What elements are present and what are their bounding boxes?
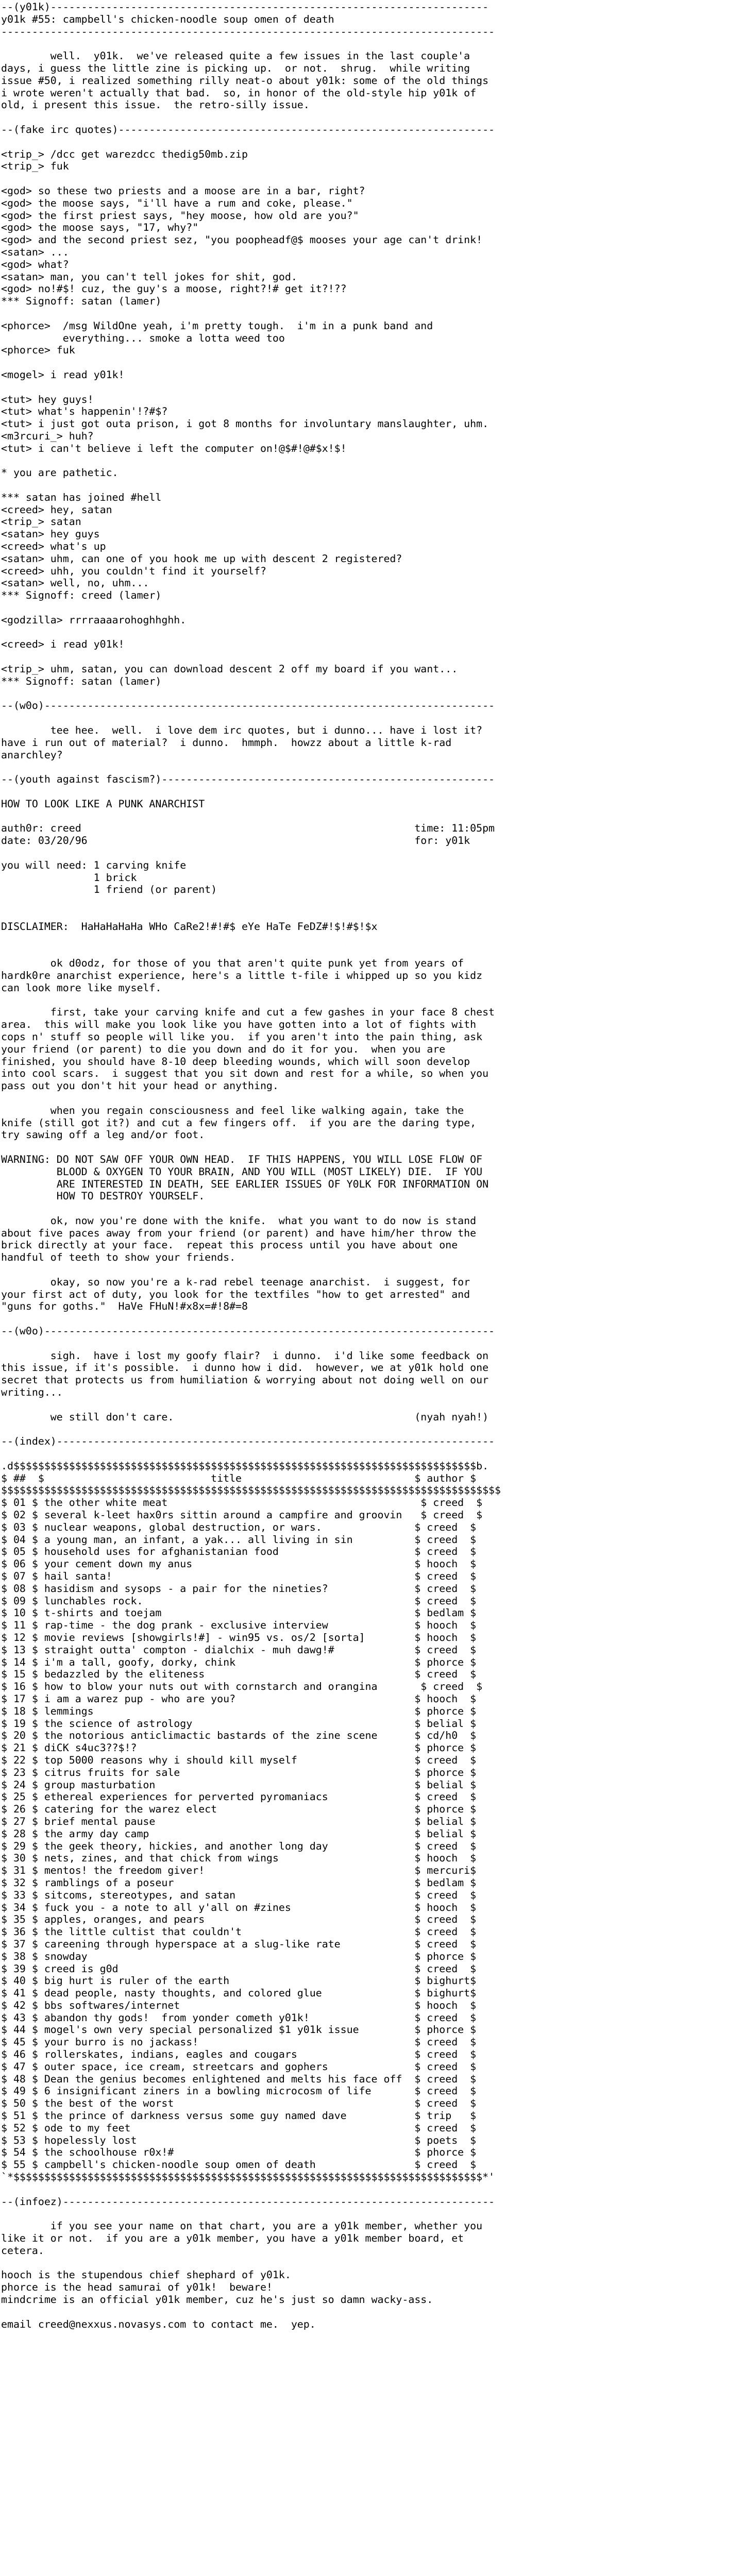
text-line: hooch is the stupendous chief shephard of y01k.	[1, 2269, 291, 2281]
text-line: .d$$$$$$$$$$$$$$$$$$$$$$$$$$$$$$$$$$$$$$$$$$$$$$$$$$$$$$$$$$$$$$$$$$$$$$$$$$$b.	[1, 1460, 489, 1472]
text-line: BLOOD & OXYGEN TO YOUR BRAIN, AND YOU WILL (MOST LIKELY) DIE. IF YOU	[1, 1165, 483, 1178]
text-line: finished, you should have 8-10 deep bleeding wounds, which will soon develop	[1, 1055, 470, 1067]
text-line: if you see your name on that chart, you are a y01k member, whether you	[1, 2220, 483, 2232]
text-line: $ 19 $ the science of astrology $ belial $	[1, 1717, 477, 1730]
text-line: about five paces away from your friend (or parent) and have him/her throw the	[1, 1227, 477, 1239]
text-line: $ 55 $ campbell's chicken-noodle soup omen of death $ creed $	[1, 2159, 477, 2171]
text-line: your first act of duty, you look for the textfiles "how to get arrested" and	[1, 1288, 470, 1300]
text-line: `*$$$$$$$$$$$$$$$$$$$$$$$$$$$$$$$$$$$$$$$$$$$$$$$$$$$$$$$$$$$$$$$$$$$$$$$$$$$$*'	[1, 2171, 495, 2183]
text-line: old, i present this issue. the retro-silly issue.	[1, 99, 310, 111]
text-line: ARE INTERESTED IN DEATH, SEE EARLIER ISSUES OF Y0LK FOR INFORMATION ON	[1, 1178, 489, 1190]
text-line: $ 28 $ the army day camp $ belial $	[1, 1827, 477, 1840]
text-line: when you regain consciousness and feel like walking again, take the	[1, 1104, 464, 1116]
text-line: <creed> hey, satan	[1, 503, 112, 516]
text-line: $ 27 $ brief mental pause $ belial $	[1, 1815, 477, 1827]
text-line: knife (still got it?) and cut a few fingers off. if you are the daring type,	[1, 1116, 477, 1129]
section-divider: --(index)-----------------------------------------------------------------------	[1, 1435, 495, 1448]
text-line: *** satan has joined #hell	[1, 491, 162, 503]
text-line: <god> what?	[1, 258, 69, 270]
text-line: $ 51 $ the prince of darkness versus some guy named dave $ trip $	[1, 2110, 477, 2122]
text-line: <tut> i just got outa prison, i got 8 months for involuntary manslaughter, uhm.	[1, 418, 489, 430]
text-line: <satan> hey guys	[1, 528, 100, 540]
text-line: $ 33 $ sitcoms, stereotypes, and satan $ creed $	[1, 1889, 477, 1901]
text-line: <phorce> fuk	[1, 344, 75, 357]
text-line: $ 13 $ straight outta' compton - dialchix - muh dawg!# $ creed $	[1, 1643, 477, 1656]
text-line: auth0r: creed time: 11:05pm	[1, 822, 495, 835]
text-line: phorce is the head samurai of y01k! beware!	[1, 2281, 273, 2294]
text-line: $ 15 $ bedazzled by the eliteness $ creed $	[1, 1668, 477, 1681]
text-line: *** Signoff: creed (lamer)	[1, 589, 162, 602]
text-line: <trip_> uhm, satan, you can download descent 2 off my board if you want...	[1, 663, 458, 675]
text-line: email creed@nexxus.novasys.com to contact me. yep.	[1, 2318, 316, 2330]
text-line: $ 20 $ the notorious anticlimactic bastards of the zine scene $ cd/h0 $	[1, 1730, 477, 1742]
text-line: this issue, if it's possible. i dunno how i did. however, we at y01k hold one	[1, 1362, 489, 1374]
text-line: hardk0re anarchist experience, here's a little t-file i whipped up so you kidz	[1, 969, 483, 981]
text-line: $$$$$$$$$$$$$$$$$$$$$$$$$$$$$$$$$$$$$$$$$$$$$$$$$$$$$$$$$$$$$$$$$$$$$$$$$$$$$$$$$	[1, 1484, 501, 1497]
text-line: like it or not. if you are a y01k member, you have a y01k member board, et	[1, 2232, 464, 2245]
text-line: $ 39 $ creed is g0d $ creed $	[1, 1962, 477, 1975]
text-line: $ 07 $ hail santa! $ creed $	[1, 1570, 477, 1582]
text-line: <m3rcuri_> huh?	[1, 430, 94, 442]
text-line: everything... smoke a lotta weed too	[1, 332, 285, 344]
text-line: *** Signoff: satan (lamer)	[1, 295, 162, 308]
text-line: <satan> ...	[1, 246, 69, 258]
text-line: $ 02 $ several k-leet hax0rs sittin around a campfire and groovin $ creed $	[1, 1509, 483, 1521]
text-line: tee hee. well. i love dem irc quotes, but i dunno... have i lost it?	[1, 724, 483, 737]
text-line: $ 08 $ hasidism and sysops - a pair for the nineties? $ creed $	[1, 1582, 477, 1595]
text-line: $ 43 $ abandon thy gods! from yonder cometh y01k! $ creed $	[1, 2011, 477, 2024]
text-line: $ 24 $ group masturbation $ belial $	[1, 1778, 477, 1791]
text-line: * you are pathetic.	[1, 467, 119, 479]
text-line: brick directly at your face. repeat this process until you have about one	[1, 1239, 458, 1251]
text-line: $ 47 $ outer space, ice cream, streetcars and gophers $ creed $	[1, 2060, 477, 2073]
text-line: <tut> what's happenin'!?#$?	[1, 405, 168, 418]
text-line: <trip_> fuk	[1, 160, 69, 173]
text-line: $ 54 $ the schoolhouse r0x!# $ phorce $	[1, 2146, 477, 2159]
text-line: 1 brick	[1, 871, 137, 884]
text-line: have i run out of material? i dunno. hmmph. howzz about a little k-rad	[1, 736, 452, 749]
text-line: $ 37 $ careening through hyperspace at a slug-like rate $ creed $	[1, 1938, 477, 1950]
text-line: $ 05 $ household uses for afghanistanian food $ creed $	[1, 1546, 477, 1558]
text-line: $ 21 $ diCK s4uc3??$!? $ phorce $	[1, 1742, 477, 1754]
text-line: <god> the moose says, "17, why?"	[1, 222, 199, 234]
text-line: cetera.	[1, 2244, 44, 2257]
text-line: $ 42 $ bbs softwares/internet $ hooch $	[1, 1999, 477, 2011]
text-line: sigh. have i lost my goofy flair? i dunno. i'd like some feedback on	[1, 1349, 489, 1362]
text-line: <tut> i can't believe i left the computer on!@$#!@#$x!$!	[1, 442, 347, 454]
text-line: $ 22 $ top 5000 reasons why i should kill myself $ creed $	[1, 1754, 477, 1766]
section-divider: --(youth against fascism?)------------------------------------------------------	[1, 773, 495, 786]
text-line: cops n' stuff so people will like you. if you aren't into the pain thing, ask	[1, 1030, 483, 1043]
text-line: $ 06 $ your cement down my anus $ hooch $	[1, 1558, 477, 1570]
text-line: pass out you don't hit your head or anything.	[1, 1080, 279, 1092]
text-line: $ 12 $ movie reviews [showgirls!#] - win95 vs. os/2 [sorta] $ hooch $	[1, 1631, 477, 1643]
text-line: area. this will make you look like you have gotten into a lot of fights with	[1, 1019, 477, 1031]
text-line: issue #50, i realized something rilly neat-o about y01k: some of the old things	[1, 74, 489, 87]
text-line: $ 49 $ 6 insignificant ziners in a bowling microcosm of life $ creed $	[1, 2085, 477, 2097]
text-line: ok, now you're done with the knife. what you want to do now is stand	[1, 1214, 477, 1227]
text-line: $ 45 $ your burro is no jackass! $ creed $	[1, 2036, 477, 2048]
text-line: mindcrime is an official y01k member, cuz he's just so damn wacky-ass.	[1, 2294, 433, 2306]
text-line: $ 36 $ the little cultist that couldn't $ creed $	[1, 1926, 477, 1938]
text-line: <creed> uhh, you couldn't find it yourself?	[1, 565, 266, 577]
text-line: $ 29 $ the geek theory, hickies, and another long day $ creed $	[1, 1840, 477, 1852]
text-line: <god> the first priest says, "hey moose, how old are you?"	[1, 209, 359, 222]
text-line: <god> so these two priests and a moose are in a bar, right?	[1, 184, 365, 197]
text-line: DISCLAIMER: HaHaHaHaHa WHo CaRe2!#!#$ eYe HaTe FeDZ#!$!#$!$x	[1, 920, 378, 933]
text-line: writing...	[1, 1386, 63, 1399]
section-divider: --(infoez)----------------------------------------------------------------------	[1, 2195, 495, 2208]
text-line: WARNING: DO NOT SAW OFF YOUR OWN HEAD. IF THIS HAPPENS, YOU WILL LOSE FLOW OF	[1, 1153, 483, 1165]
text-line: <satan> man, you can't tell jokes for shit, god.	[1, 270, 297, 283]
text-line: <creed> i read y01k!	[1, 638, 125, 651]
text-line: $ 26 $ catering for the warez elect $ phorce $	[1, 1803, 477, 1816]
text-line: <satan> well, no, uhm...	[1, 577, 149, 589]
text-line: y01k #55: campbell's chicken-noodle soup omen of death	[1, 13, 334, 25]
text-line: $ 50 $ the best of the worst $ creed $	[1, 2097, 477, 2110]
text-line: $ 01 $ the other white meat $ creed $	[1, 1497, 483, 1509]
text-line: $ 09 $ lunchables rock. $ creed $	[1, 1595, 477, 1607]
text-line: anarchley?	[1, 749, 63, 761]
text-line: try sawing off a leg and/or foot.	[1, 1129, 205, 1141]
text-line: date: 03/20/96 for: y01k	[1, 835, 470, 847]
text-line: into cool scars. i suggest that you sit down and rest for a while, so when you	[1, 1067, 489, 1080]
text-line: HOW TO DESTROY YOURSELF.	[1, 1190, 205, 1202]
text-line: --------------------------------------------------------------------------------	[1, 25, 495, 38]
text-line: you will need: 1 carving knife	[1, 859, 187, 871]
text-line: your friend (or parent) to die you down and do it for you. when you are	[1, 1043, 446, 1055]
text-line: $ 18 $ lemmings $ phorce $	[1, 1705, 477, 1717]
text-line: $ 30 $ nets, zines, and that chick from wings $ hooch $	[1, 1852, 477, 1865]
text-line: $ 03 $ nuclear weapons, global destruction, or wars. $ creed $	[1, 1521, 477, 1533]
text-line: $ 31 $ mentos! the freedom giver! $ mercuri$	[1, 1865, 477, 1877]
text-line: *** Signoff: satan (lamer)	[1, 675, 162, 687]
text-line: $ 48 $ Dean the genius becomes enlightened and melts his face off $ creed $	[1, 2073, 477, 2085]
text-line: 1 friend (or parent)	[1, 884, 217, 896]
text-line: $ 40 $ big hurt is ruler of the earth $ bighurt$	[1, 1975, 477, 1987]
text-line: can look more like myself.	[1, 981, 162, 994]
text-line: <god> and the second priest sez, "you poopheadf@$ mooses your age can't drink!	[1, 234, 483, 246]
text-line: days, i guess the little zine is picking up. or not. shrug. while writing	[1, 62, 470, 74]
section-divider: --(w0o)-------------------------------------------------------------------------	[1, 700, 495, 712]
text-line: $ 46 $ rollerskates, indians, eagles and cougars $ creed $	[1, 2048, 477, 2061]
text-line: $ 25 $ ethereal experiences for perverted pyromaniacs $ creed $	[1, 1791, 477, 1803]
text-line: <phorce> /msg WildOne yeah, i'm pretty tough. i'm in a punk band and	[1, 319, 433, 332]
text-line: $ 10 $ t-shirts and toejam $ bedlam $	[1, 1607, 477, 1619]
text-line: i wrote weren't actually that bad. so, in honor of the old-style hip y01k of	[1, 87, 477, 99]
text-line: ok d0odz, for those of you that aren't quite punk yet from years of	[1, 957, 464, 970]
text-line: okay, so now you're a k-rad rebel teenage anarchist. i suggest, for	[1, 1276, 470, 1288]
section-divider: --(w0o)-------------------------------------------------------------------------	[1, 1325, 495, 1337]
text-line: <god> no!#$! cuz, the guy's a moose, right?!# get it?!??	[1, 283, 347, 295]
text-line: $ 44 $ mogel's own very special personalized $1 y01k issue $ phorce $	[1, 2024, 477, 2036]
text-line: $ 16 $ how to blow your nuts out with cornstarch and orangina $ creed $	[1, 1681, 483, 1693]
text-line: $ 14 $ i'm a tall, goofy, dorky, chink $ phorce $	[1, 1656, 477, 1668]
text-line: $ 52 $ ode to my feet $ creed $	[1, 2122, 477, 2134]
text-line: secret that protects us from humiliation & worrying about not doing well on our	[1, 1374, 489, 1386]
text-line: <trip_> /dcc get warezdcc thedig50mb.zip	[1, 148, 248, 160]
text-line: <tut> hey guys!	[1, 393, 94, 405]
text-line: <satan> uhm, can one of you hook me up with descent 2 registered?	[1, 552, 402, 565]
section-divider: --(fake irc quotes)-------------------------------------------------------------	[1, 123, 495, 135]
text-line: $ 53 $ hopelessly lost $ poets $	[1, 2134, 477, 2146]
text-line: $ 41 $ dead people, nasty thoughts, and colored glue $ bighurt$	[1, 1987, 477, 1999]
text-line: <god> the moose says, "i'll have a rum and coke, please."	[1, 197, 353, 209]
text-line: $ 17 $ i am a warez pup - who are you? $ hooch $	[1, 1692, 477, 1705]
text-line: <creed> what's up	[1, 540, 106, 553]
text-line: well. y01k. we've released quite a few issues in the last couple'a	[1, 50, 470, 62]
text-line: "guns for goths." HaVe FHuN!#x8x=#!8#=8	[1, 1300, 248, 1313]
text-line: $ ## $ title $ author $	[1, 1472, 477, 1484]
text-line: <godzilla> rrrraaaarohoghhghh.	[1, 614, 187, 626]
text-line: HOW TO LOOK LIKE A PUNK ANARCHIST	[1, 798, 205, 810]
text-line: $ 38 $ snowday $ phorce $	[1, 1950, 477, 1962]
text-line: handful of teeth to show your friends.	[1, 1251, 236, 1264]
text-line: $ 11 $ rap-time - the dog prank - exclusive interview $ hooch $	[1, 1619, 477, 1632]
text-line: $ 32 $ ramblings of a poseur $ bedlam $	[1, 1876, 477, 1889]
text-line: $ 35 $ apples, oranges, and pears $ creed $	[1, 1913, 477, 1926]
section-divider: --(y01k)-----------------------------------------------------------------------	[1, 1, 489, 13]
text-line: we still don't care. (nyah nyah!)	[1, 1411, 489, 1423]
text-line: <trip_> satan	[1, 516, 81, 528]
text-line: <mogel> i read y01k!	[1, 368, 125, 381]
text-line: $ 34 $ fuck you - a note to all y'all on #zines $ hooch $	[1, 1901, 477, 1913]
text-line: $ 23 $ citrus fruits for sale $ phorce $	[1, 1766, 477, 1778]
text-line: $ 04 $ a young man, an infant, a yak... all living in sin $ creed $	[1, 1533, 477, 1546]
text-line: first, take your carving knife and cut a few gashes in your face 8 chest	[1, 1006, 495, 1019]
